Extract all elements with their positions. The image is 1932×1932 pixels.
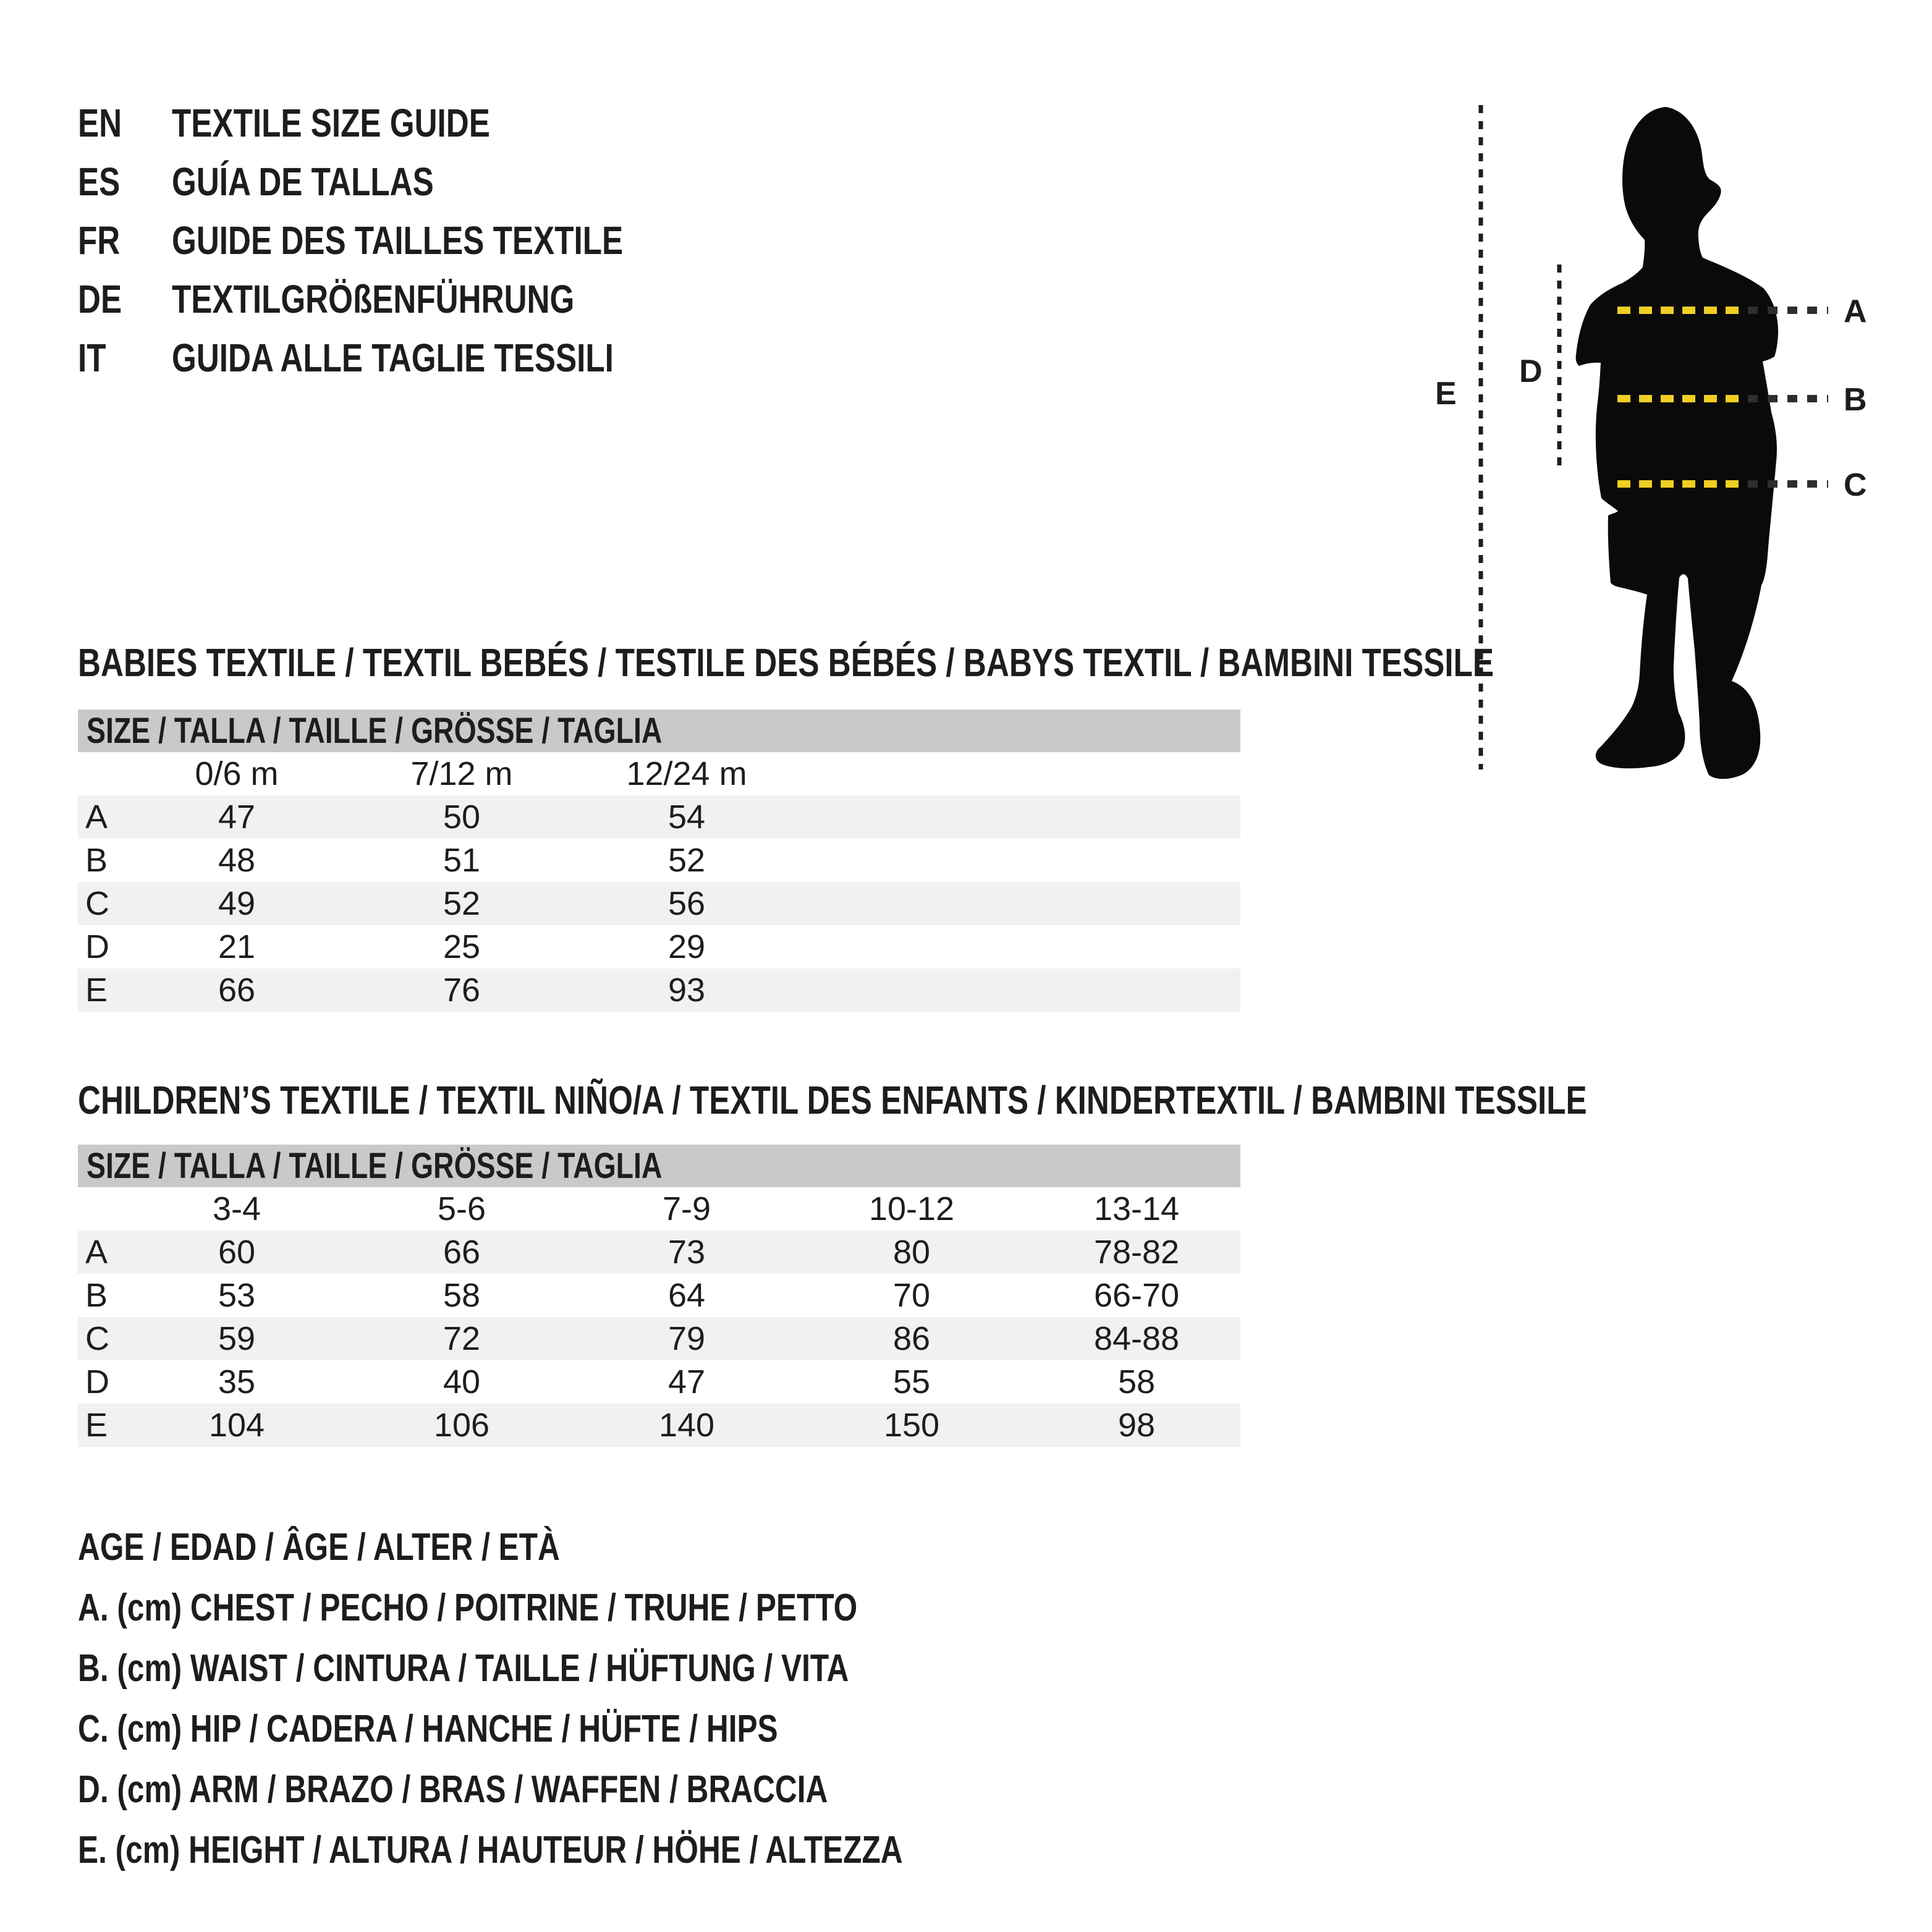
legend-line-hip: C. (cm) HIP / CADERA / HANCHE / HÜFTE / HIPS <box>78 1708 778 1750</box>
cell: 73 <box>667 1234 706 1271</box>
language-row <box>78 211 736 270</box>
language-title: GUIDA ALLE TAGLIE TESSILI <box>172 336 614 380</box>
measure-label-b: B <box>1844 382 1867 418</box>
language-code: ES <box>78 159 121 204</box>
cell: 55 <box>892 1363 931 1400</box>
cell: 25 <box>443 928 481 965</box>
cell: 60 <box>218 1234 256 1271</box>
cell: 48 <box>218 842 256 879</box>
cell: 56 <box>667 885 706 922</box>
table-row <box>78 1317 1240 1360</box>
cell: 21 <box>218 928 256 965</box>
table-row <box>78 968 1240 1012</box>
cell: 98 <box>1117 1407 1156 1444</box>
table-columns-row <box>78 1187 1240 1231</box>
row-label: A <box>85 799 108 836</box>
table-row <box>78 1231 1240 1274</box>
language-title: TEXTILE SIZE GUIDE <box>172 101 490 145</box>
cell: 54 <box>667 799 706 836</box>
children-size-table <box>78 1145 1240 1447</box>
table-row <box>78 882 1240 925</box>
row-label: C <box>85 885 109 922</box>
cell: 70 <box>892 1277 931 1314</box>
cell: 59 <box>218 1320 256 1357</box>
cell: 106 <box>433 1407 490 1444</box>
row-label: D <box>85 1363 109 1400</box>
measurement-legend <box>78 1517 1109 1881</box>
table-row <box>78 795 1240 839</box>
legend-line-age: AGE / EDAD / ÂGE / ALTER / ETÀ <box>78 1526 560 1569</box>
table-row <box>78 925 1240 968</box>
column-header: 7/12 m <box>410 755 513 792</box>
legend-line-height: E. (cm) HEIGHT / ALTURA / HAUTEUR / HÖHE / ALTEZZA <box>78 1829 903 1871</box>
table-header-bar <box>78 1145 1240 1187</box>
cell: 93 <box>667 972 706 1009</box>
row-label: E <box>85 972 108 1009</box>
cell: 150 <box>883 1407 940 1444</box>
legend-line-arm: D. (cm) ARM / BRAZO / BRAS / WAFFEN / BRACCIA <box>78 1768 828 1811</box>
table-header-bar <box>78 710 1240 752</box>
row-label: E <box>85 1407 108 1444</box>
row-label: D <box>85 928 109 965</box>
cell: 51 <box>443 842 481 879</box>
babies-size-table <box>78 710 1240 1012</box>
cell: 76 <box>443 972 481 1009</box>
row-label: A <box>85 1234 108 1271</box>
cell: 64 <box>667 1277 706 1314</box>
cell: 78-82 <box>1093 1234 1180 1271</box>
column-header: 7-9 <box>662 1190 711 1227</box>
table-row <box>78 1360 1240 1404</box>
table-header-label: SIZE / TALLA / TAILLE / GRÖSSE / TAGLIA <box>87 1146 663 1186</box>
legend-line-chest: A. (cm) CHEST / PECHO / POITRINE / TRUHE / PETTO <box>78 1587 858 1629</box>
column-header-spacer <box>78 752 124 795</box>
cell: 52 <box>443 885 481 922</box>
language-title: TEXTILGRÖßENFÜHRUNG <box>172 277 575 321</box>
language-row <box>78 94 736 153</box>
legend-line-waist: B. (cm) WAIST / CINTURA / TAILLE / HÜFTUNG / VITA <box>78 1647 849 1690</box>
table-row <box>78 839 1240 882</box>
table-header-label: SIZE / TALLA / TAILLE / GRÖSSE / TAGLIA <box>87 711 663 751</box>
language-title: GUIDE DES TAILLES TEXTILE <box>172 218 624 263</box>
measure-label-a: A <box>1844 294 1867 329</box>
language-row <box>78 270 736 329</box>
cell: 58 <box>443 1277 481 1314</box>
babies-section-title: BABIES TEXTILE / TEXTIL BEBÉS / TESTILE DES BÉBÉS / BABYS TEXTIL / BAMBINI TESSILE <box>78 640 1494 685</box>
language-list <box>78 94 736 388</box>
cell: 66 <box>443 1234 481 1271</box>
cell: 58 <box>1117 1363 1156 1400</box>
cell: 29 <box>667 928 706 965</box>
language-title: GUÍA DE TALLAS <box>172 159 434 204</box>
cell: 47 <box>218 799 256 836</box>
cell: 104 <box>208 1407 265 1444</box>
row-label: B <box>85 842 108 879</box>
language-code: EN <box>78 101 122 145</box>
cell: 50 <box>443 799 481 836</box>
cell: 84-88 <box>1093 1320 1180 1357</box>
measure-label-d: D <box>1519 354 1543 389</box>
cell: 40 <box>443 1363 481 1400</box>
cell: 140 <box>658 1407 715 1444</box>
language-row <box>78 153 736 211</box>
language-row <box>78 329 736 388</box>
column-header: 10-12 <box>868 1190 955 1227</box>
table-columns-row <box>78 752 1240 795</box>
cell: 52 <box>667 842 706 879</box>
measure-label-e: E <box>1435 376 1457 412</box>
cell: 86 <box>892 1320 931 1357</box>
row-label: C <box>85 1320 109 1357</box>
table-row <box>78 1274 1240 1317</box>
column-header: 3-4 <box>212 1190 261 1227</box>
cell: 53 <box>218 1277 256 1314</box>
cell: 35 <box>218 1363 256 1400</box>
column-header: 12/24 m <box>626 755 747 792</box>
table-row <box>78 1404 1240 1447</box>
column-header: 13-14 <box>1093 1190 1180 1227</box>
size-figure <box>1409 87 1932 791</box>
column-header: 0/6 m <box>195 755 279 792</box>
measure-label-c: C <box>1844 467 1867 503</box>
column-header-spacer <box>78 1187 124 1231</box>
language-code: FR <box>78 218 121 263</box>
row-label: B <box>85 1277 108 1314</box>
cell: 66-70 <box>1093 1277 1180 1314</box>
cell: 66 <box>218 972 256 1009</box>
language-code: DE <box>78 277 122 321</box>
children-section-title: CHILDREN’S TEXTILE / TEXTIL NIÑO/A / TEXTIL DES ENFANTS / KINDERTEXTIL / BAMBINI TESSILE <box>78 1078 1587 1122</box>
cell: 47 <box>667 1363 706 1400</box>
cell: 72 <box>443 1320 481 1357</box>
cell: 80 <box>892 1234 931 1271</box>
cell: 79 <box>667 1320 706 1357</box>
column-header: 5-6 <box>437 1190 486 1227</box>
language-code: IT <box>78 336 106 380</box>
cell: 49 <box>218 885 256 922</box>
